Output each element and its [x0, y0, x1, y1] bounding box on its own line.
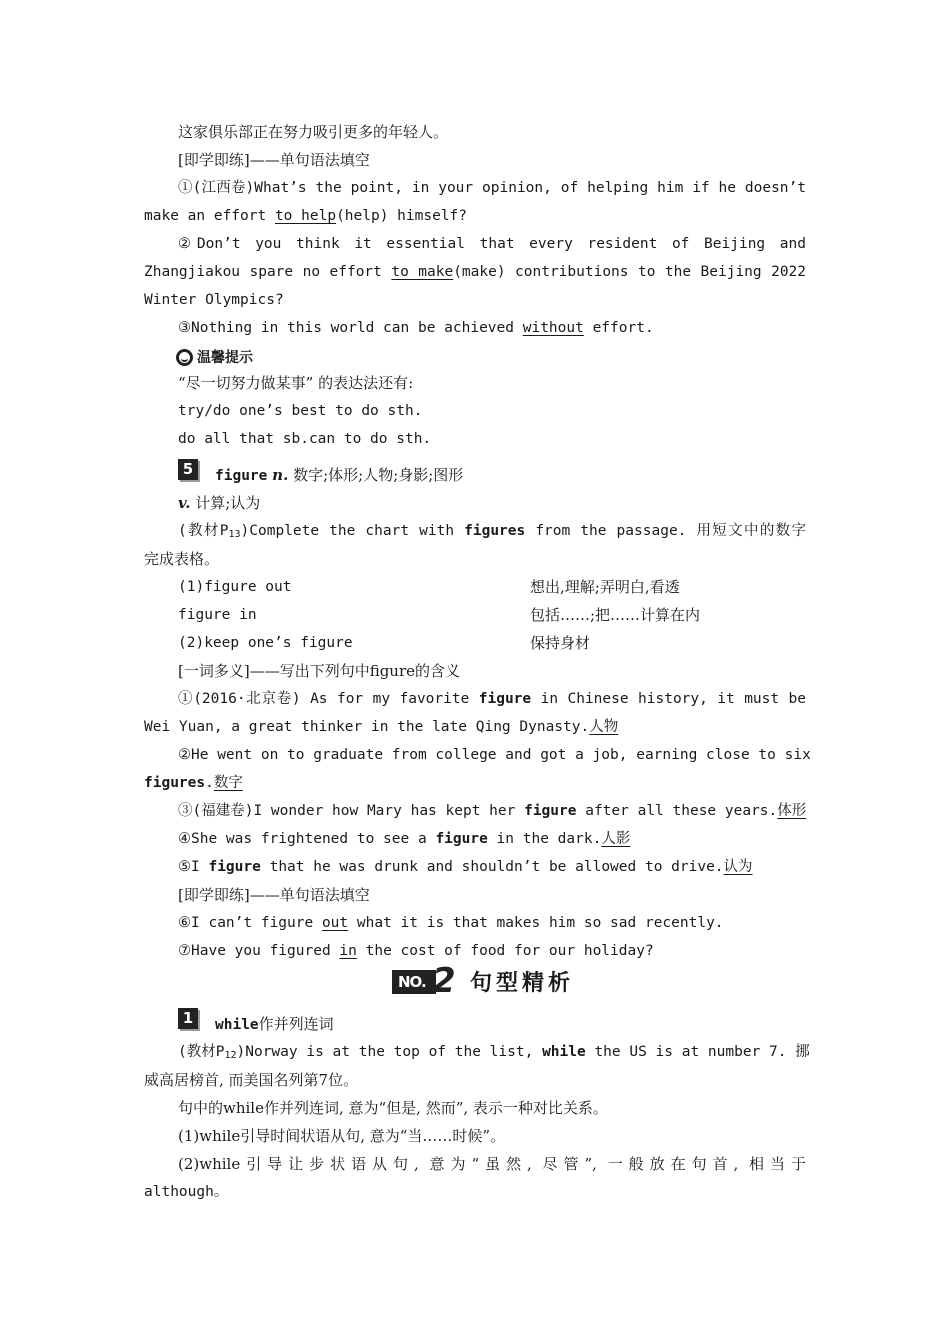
phrase-en: (1)figure out [178, 579, 292, 595]
answer-blank: in [339, 943, 357, 959]
tip-line: do all that sb.can to do sth. [178, 431, 432, 447]
section-header [392, 960, 575, 1001]
answer-blank: out [321, 915, 349, 931]
drill-6: ⑥I can’t figure out what it is that makes him so sad recently. [178, 915, 724, 931]
polysemy-5: ⑤I figure that he was drunk and shouldn’t be allowed to drive.认为 [178, 859, 753, 875]
polysemy-4: ④She was frightened to see a figure in the dark.人影 [178, 831, 631, 847]
polysemy-2-line-1: ②He went on to graduate from college and got a job, earning close to six [178, 747, 811, 763]
answer-blank: 人物 [589, 719, 619, 735]
drill-heading: [即学即练]——单句语法填空 [178, 886, 370, 904]
exercise-1-line-2: make an effort to help(help) himself? [144, 208, 468, 224]
answer-blank: without [522, 320, 584, 336]
pattern-usage-1: (1)while引导时间状语从句, 意为“当……时候”。 [178, 1127, 506, 1145]
phrase-zh: 保持身材 [530, 634, 591, 652]
answer-blank: 体形 [777, 803, 807, 819]
drill-heading: [即学即练]——单句语法填空 [178, 151, 370, 169]
translation-line: 这家俱乐部正在努力吸引更多的年轻人。 [178, 123, 449, 141]
tip-heading [176, 347, 253, 367]
answer-blank: 人影 [601, 831, 631, 847]
answer-blank: 认为 [723, 859, 753, 875]
pattern-number-badge: 1 [178, 1008, 198, 1029]
section-number-badge: NO. 2 [392, 967, 458, 997]
exercise-1-line-1: ①(江西卷)What’s the point, in your opinion, of helping him if he doesn’t [178, 180, 806, 196]
pattern-usage-2-cont: although。 [144, 1184, 229, 1200]
pattern-example-line-1: (教材$P_{12})Norway$ is at the top of the list, while the US is at number 7. 挪 [178, 1044, 810, 1061]
smiley-icon [176, 349, 193, 366]
exercise-2-line-3: Winter Olympics? [144, 292, 284, 308]
pattern-heading: while作并列连词 [215, 1015, 334, 1033]
phrase-en: figure in [178, 607, 257, 623]
exercise-2-line-1: ②Don’t you think it essential that every resident of Beijing and [178, 236, 806, 252]
answer-blank: 数字 [213, 775, 243, 791]
tip-title: 温馨提示 [197, 350, 253, 366]
polysemy-heading: [一词多义]——写出下列句中figure的含义 [178, 662, 461, 680]
phrase-en: (2)keep one’s figure [178, 635, 353, 651]
vocab-verb-meaning: v. 计算;认为 [178, 494, 261, 512]
section-title: 句型精析 [470, 971, 575, 996]
vocab-headword: figure n. 数字;体形;人物;身影;图形 [215, 466, 464, 484]
polysemy-3: ③(福建卷)I wonder how Mary has kept her figure after all these years.体形 [178, 803, 807, 819]
answer-blank: to help [274, 208, 337, 224]
exercise-2-line-2: Zhangjiakou spare no effort to make(make) contributions to the Beijing 2022 [144, 264, 807, 280]
drill-7: ⑦Have you figured in the cost of food for our holiday? [178, 943, 654, 959]
polysemy-1-line-1: ①(2016·北京卷) As for my favorite figure in Chinese history, it must be [178, 691, 807, 707]
polysemy-2-line-2: figures.数字 [144, 775, 243, 791]
pattern-explanation: 句中的while作并列连词, 意为“但是, 然而”, 表示一种对比关系。 [178, 1099, 608, 1117]
phrase-zh: 想出,理解;弄明白,看透 [530, 578, 680, 596]
answer-blank: to make [391, 264, 454, 280]
textbook-sentence-cont: 完成表格。 [144, 550, 220, 568]
exercise-3-line: ③Nothing in this world can be achieved without effort. [178, 320, 654, 336]
textbook-sentence: (教材$P_{13})Complete$ the chart with figures from the passage. 用短文中的数字 [178, 523, 806, 540]
polysemy-1-line-2: Wei Yuan, a great thinker in the late Qing Dynasty.人物 [144, 719, 619, 735]
pattern-example-line-2: 威高居榜首, 而美国名列第7位。 [144, 1071, 359, 1089]
tip-line: “尽一切努力做某事” 的表达法还有: [178, 374, 414, 392]
pattern-usage-2: (2)while引导让步状语从句, 意为“虽然, 尽管”, 一般放在句首, 相当于 [178, 1155, 806, 1173]
phrase-zh: 包括……;把……计算在内 [530, 606, 701, 624]
vocab-number-badge: 5 [178, 459, 198, 480]
tip-line: try/do one’s best to do sth. [178, 403, 423, 419]
